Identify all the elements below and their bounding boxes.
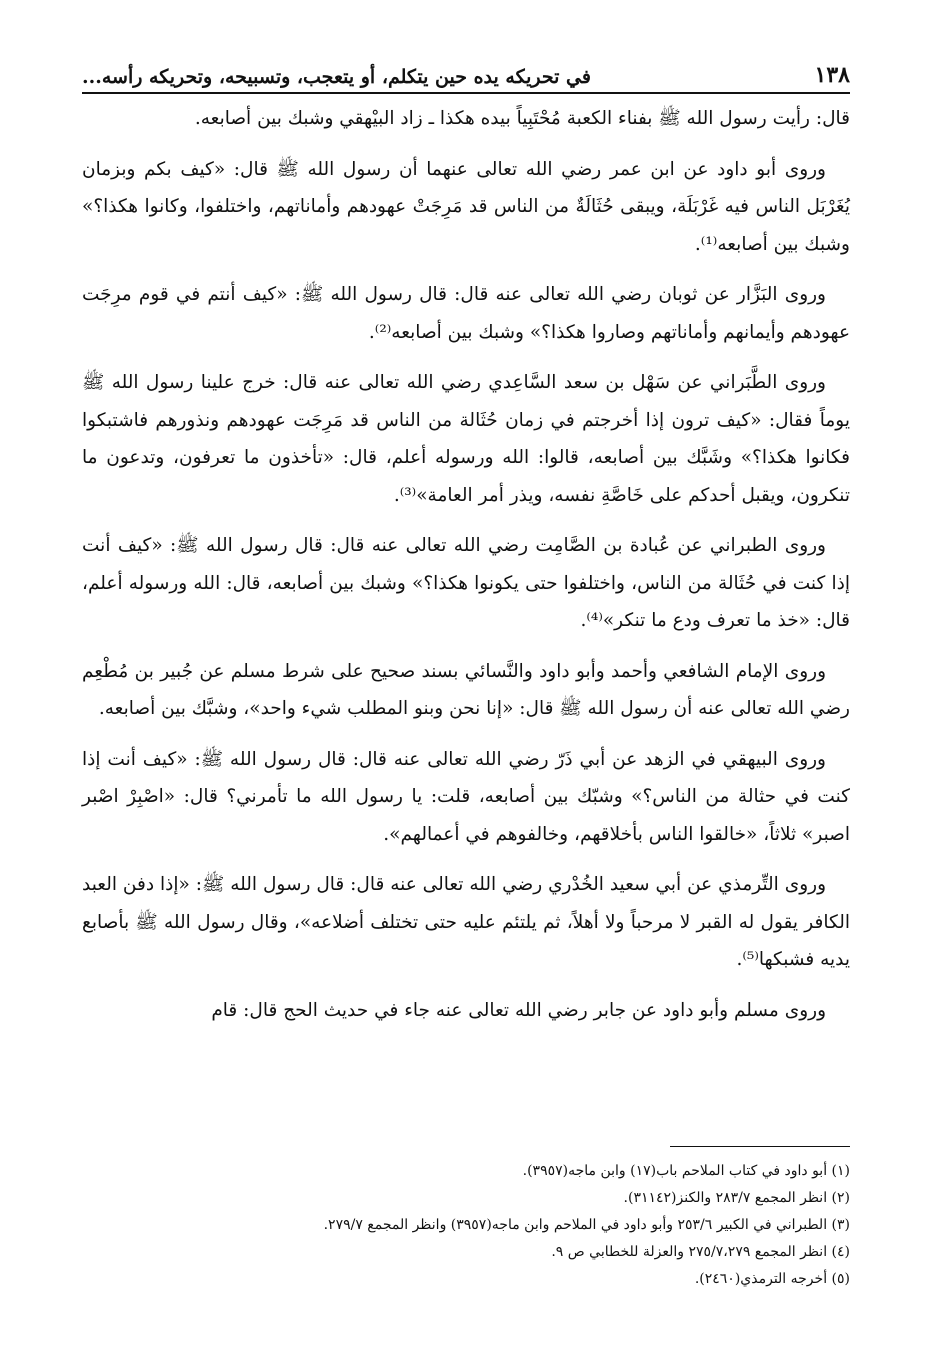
paragraph: وروى أبو داود عن ابن عمر رضي الله تعالى عنهما أن رسول الله ﷺ قال: «كيف بكم وبزمان يُغَرْبَل الناس فيه غَرْبَلَة، ويبقى حُثَالَةٌ من الناس قد مَرِجَتْ عهودهم وأماناتهم، واختلفوا، وكانوا هكذا؟» وشبك بين أصابعه⁽¹⁾. [82,158,850,255]
paragraph: وروى الطبراني عن عُبادة بن الصَّامِت رضي الله تعالى عنه قال: قال رسول الله ﷺ: «كيف أنت إذا كنت في حُثَالة من الناس، واختلفوا حتى يكونوا هكذا؟» وشبك بين أصابعه، قال: الله ورسوله أعلم، قال: «خذ ما تعرف ودع ما تنكر»⁽⁴⁾. [82,535,850,631]
main-text [82,100,850,1042]
footnote: (٣) الطبراني في الكبير ٢٥٣/٦ وأبو داود في الملاحم وابن ماجه(٣٩٥٧) وانظر المجمع ٢٧٩/٧. [323,1217,850,1233]
footnote-separator [670,1146,850,1147]
footnote: (٥) أخرجه الترمذي(٢٤٦٠). [694,1271,850,1287]
footnotes [82,1158,850,1293]
footnote: (٢) انظر المجمع ٢٨٣/٧ والكنز(٣١١٤٢). [623,1190,850,1206]
page-number: ١٣٨ [814,62,850,88]
footnote: (٤) انظر المجمع ٢٧٥/٧،٢٧٩ والعزلة للخطابي ص ٩. [551,1244,850,1260]
page-header [82,54,850,88]
paragraph: وروى الإمام الشافعي وأحمد وأبو داود والنَّسائي بسند صحيح على شرط مسلم عن جُبير بن مُطْعِم رضي الله تعالى عنه أن رسول الله ﷺ قال: «إنا نحن وبنو المطلب شيء واحد»، وشبَّك بين أصابعه. [82,660,850,719]
paragraph: وروى البَزَّار عن ثوبان رضي الله تعالى عنه قال: قال رسول الله ﷺ: «كيف أنتم في قوم مرِجَت عهودهم وأيمانهم وأماناتهم وصاروا هكذا؟» وشبك بين أصابعه⁽²⁾. [82,284,850,343]
paragraph: وروى مسلم وأبو داود عن جابر رضي الله تعالى عنه جاء في حديث الحج قال: قام [211,999,826,1021]
paragraph: وروى التِّرمذي عن أبي سعيد الخُدْري رضي الله تعالى عنه قال: قال رسول الله ﷺ: «إذا دفن العبد الكافر يقول له القبر لا مرحباً ولا أهلاً، ثم يلتئم عليه حتى تختلف أضلاعه»، وقال رسول الله ﷺ بأصابع يديه فشبكها⁽⁵⁾. [82,874,850,970]
paragraph: وروى الطَّبَراني عن سَهْل بن سعد السَّاعِدي رضي الله تعالى عنه قال: خرج علينا رسول الله ﷺ يوماً فقال: «كيف ترون إذا أخرجتم في زمان حُثَالة من الناس قد مَرِجَت عهودهم ونذورهم فاشتبكوا فكانوا هكذا؟» وشَبَّك بين أصابعه، قالوا: الله ورسوله أعلم، قال: «تأخذون ما تعرفون، وتدعون ما تنكرون، ويقبل أحدكم على خَاصَّةِ نفسه، ويذر أمر العامة»⁽³⁾. [82,372,850,506]
paragraph: وروى البيهقي في الزهد عن أبي ذَرّ رضي الله تعالى عنه قال: قال رسول الله ﷺ: «كيف أنت إذا كنت في حثالة من الناس؟» وشبّك بين أصابعه، قلت: يا رسول الله ما تأمرني؟ قال: «اصْبِرْ اصْبر اصبر» ثلاثاً، «خالقوا الناس بأخلاقهم، وخالفوهم في أعمالهم». [82,748,850,845]
footnote: (١) أبو داود في كتاب الملاحم باب(١٧) وابن ماجه(٣٩٥٧). [522,1163,850,1179]
running-title: في تحريكه يده حين يتكلم، أو يتعجب، وتسبيحه، وتحريكه رأسه... [82,66,591,88]
header-rule [82,92,850,94]
paragraph: قال: رأيت رسول الله ﷺ بفناء الكعبة مُحْتَبِياً بيده هكذا ـ زاد البيْهقي وشبك بين أصابعه. [194,108,850,129]
